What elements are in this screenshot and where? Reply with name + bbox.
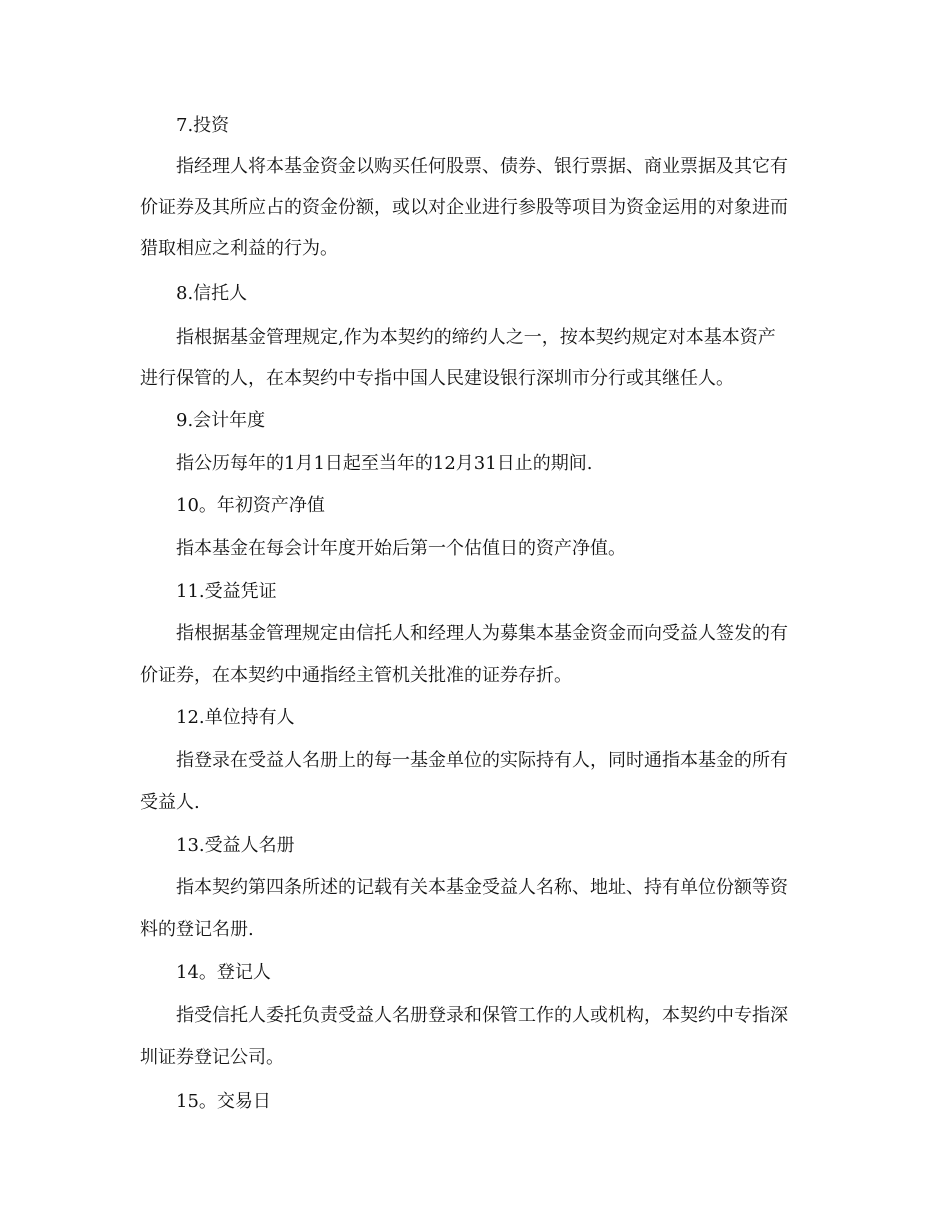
section-heading-15: 15。交易日 bbox=[176, 1091, 271, 1112]
section-heading-12: 12.单位持有人 bbox=[176, 707, 295, 728]
definition-13-line-2: 料的登记名册. bbox=[140, 919, 254, 940]
definition-11-line-1: 指根据基金管理规定由信托人和经理人为募集本基金资金而向受益人签发的有 bbox=[176, 623, 788, 644]
definition-12-line-2: 受益人. bbox=[140, 792, 200, 813]
definition-8-line-1: 指根据基金管理规定,作为本契约的缔约人之一，按本契约规定对本基本资产 bbox=[176, 327, 776, 348]
definition-10-line-1: 指本基金在每会计年度开始后第一个估值日的资产净值。 bbox=[176, 538, 626, 559]
section-heading-13: 13.受益人名册 bbox=[176, 835, 295, 856]
definition-7-line-2: 价证券及其所应占的资金份额，或以对企业进行参股等项目为资金运用的对象进而 bbox=[140, 197, 788, 218]
definition-14-line-1: 指受信托人委托负责受益人名册登录和保管工作的人或机构，本契约中专指深 bbox=[176, 1005, 788, 1026]
definition-14-line-2: 圳证券登记公司。 bbox=[140, 1047, 284, 1068]
definition-12-line-1: 指登录在受益人名册上的每一基金单位的实际持有人，同时通指本基金的所有 bbox=[176, 750, 788, 771]
definition-7-line-1: 指经理人将本基金资金以购买任何股票、债券、银行票据、商业票据及其它有 bbox=[176, 156, 788, 177]
definition-7-line-3: 猎取相应之利益的行为。 bbox=[140, 238, 338, 259]
section-heading-7: 7.投资 bbox=[176, 115, 230, 136]
section-heading-9: 9.会计年度 bbox=[176, 410, 266, 431]
section-heading-8: 8.信托人 bbox=[176, 283, 248, 304]
section-heading-14: 14。登记人 bbox=[176, 962, 271, 983]
definition-13-line-1: 指本契约第四条所述的记载有关本基金受益人名称、地址、持有单位份额等资 bbox=[176, 877, 788, 898]
section-heading-11: 11.受益凭证 bbox=[176, 581, 277, 602]
definition-9-line-1: 指公历每年的1月1日起至当年的12月31日止的期间. bbox=[176, 453, 593, 474]
section-heading-10: 10。年初资产净值 bbox=[176, 495, 325, 516]
definition-8-line-2: 进行保管的人，在本契约中专指中国人民建设银行深圳市分行或其继任人。 bbox=[140, 368, 734, 389]
definition-11-line-2: 价证券，在本契约中通指经主管机关批准的证券存折。 bbox=[140, 665, 572, 686]
